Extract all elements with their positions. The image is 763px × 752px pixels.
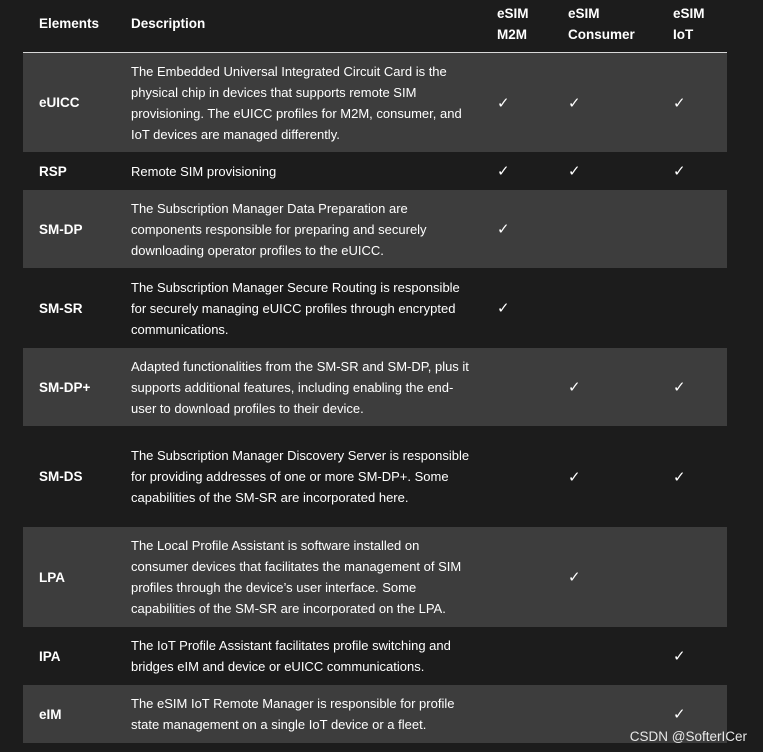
check-iot: ✓ xyxy=(673,379,686,396)
esim-elements-table xyxy=(23,0,727,732)
check-iot: ✓ xyxy=(673,468,686,486)
header-m2m-line2: M2M xyxy=(497,27,527,42)
table-row xyxy=(23,426,727,527)
element-name: SM-SR xyxy=(39,300,83,316)
table-row xyxy=(23,348,727,426)
table-header xyxy=(23,0,727,53)
check-consumer: ✓ xyxy=(568,468,581,486)
check-m2m: ✓ xyxy=(497,221,510,238)
watermark: CSDN @SofterICer xyxy=(629,729,747,744)
table-row xyxy=(23,190,727,268)
header-consumer-line2: Consumer xyxy=(568,27,635,42)
element-name: RSP xyxy=(39,163,67,179)
header-description: Description xyxy=(131,16,206,31)
element-description: The Subscription Manager Discovery Server is responsible for providing addresses of one or more SM-DP+. Some capabilities of the SM-SR are incorporated here. xyxy=(131,448,470,505)
element-description: The Subscription Manager Secure Routing is responsible for securely managing eUICC profiles through encrypted communications. xyxy=(131,279,460,337)
check-iot: ✓ xyxy=(673,648,686,665)
element-name: eIM xyxy=(39,706,62,722)
check-iot: ✓ xyxy=(673,94,686,112)
element-description: The Subscription Manager Data Preparation are components responsible for preparing and securely downloading operator profiles to the eUICC. xyxy=(131,200,427,258)
check-m2m: ✓ xyxy=(497,94,510,112)
check-consumer: ✓ xyxy=(568,379,581,396)
header-esim-iot xyxy=(673,3,705,45)
element-description: Remote SIM provisioning xyxy=(131,163,277,179)
check-consumer: ✓ xyxy=(568,94,581,112)
table-row xyxy=(23,152,727,190)
header-m2m-line1: eSIM xyxy=(497,6,529,21)
table-row xyxy=(23,627,727,685)
element-name: LPA xyxy=(39,569,65,585)
table-row xyxy=(23,685,727,743)
header-elements: Elements xyxy=(39,16,100,31)
element-name: eUICC xyxy=(39,95,80,110)
element-name: SM-DS xyxy=(39,469,83,484)
header-esim-consumer xyxy=(568,3,635,45)
header-iot-line1: eSIM xyxy=(673,6,705,21)
check-m2m: ✓ xyxy=(497,163,510,180)
element-description: The Embedded Universal Integrated Circuit Card is the physical chip in devices that supports remote SIM provisioning. The eUICC profiles for M2M, consumer, and IoT devices are managed differently. xyxy=(131,63,462,142)
check-iot: ✓ xyxy=(673,706,686,723)
element-name: SM-DP xyxy=(39,221,83,237)
check-m2m: ✓ xyxy=(497,300,510,317)
element-name: IPA xyxy=(39,648,61,664)
header-esim-m2m xyxy=(497,3,529,45)
table-row xyxy=(23,53,727,152)
element-name: SM-DP+ xyxy=(39,379,91,395)
element-description: The Local Profile Assistant is software installed on consumer devices that facilitates the management of SIM profiles through the device’s user interface. Some capabilities of the SM-SR are incorporated on the LPA. xyxy=(131,538,462,616)
check-consumer: ✓ xyxy=(568,569,581,586)
table-row xyxy=(23,527,727,627)
element-description: Adapted functionalities from the SM-SR and SM-DP, plus it supports additional features, including enabling the end-user to download profiles to their device. xyxy=(131,358,469,416)
element-description: The eSIM IoT Remote Manager is responsible for profile state management on a single IoT device or a fleet. xyxy=(131,696,455,732)
element-description: The IoT Profile Assistant facilitates profile switching and bridges eIM and device or eUICC communications. xyxy=(131,638,451,674)
header-iot-line2: IoT xyxy=(673,27,694,42)
check-consumer: ✓ xyxy=(568,163,581,180)
header-consumer-line1: eSIM xyxy=(568,6,600,21)
check-iot: ✓ xyxy=(673,163,686,180)
table-row xyxy=(23,268,727,348)
